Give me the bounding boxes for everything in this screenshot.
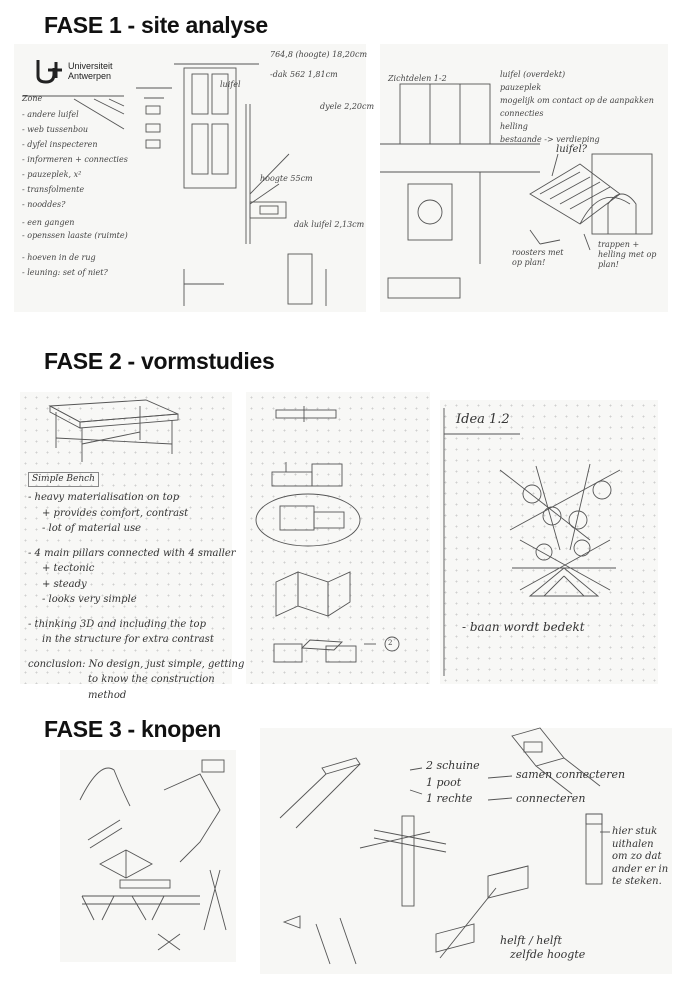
site-notes-mid: 764,8 (hoogte) 18,20cm -dak 562 1,81cm dyele 2,20cm xyxy=(270,50,375,111)
joint-side-note: hier stuk uithalen om zo dat ander er in te steken. xyxy=(612,826,669,887)
sheet1-notes: - heavy materialisation on top + provides comfort, contrast - lot of material use - 4 main pillars connected with 4 smaller + tectonic + steady - looks very simple - thinking 3D and including the top in the structure for extra contrast conclusion: No design, just simple, getting to know the construction method xyxy=(28,492,245,701)
phase1-title: FASE 1 - site analyse xyxy=(44,12,268,38)
height-label: hoogte 55cm xyxy=(260,174,313,183)
site-notes-left: Zone - andere luifel - web tussenbou - dyfel inspecteren - informeren + connecties - pauzeplek, x² - transfolmente - nooddes? - een gangen - openssen laaste (ruimte) - hoeven in de rug - leuning: set of niet? xyxy=(22,94,128,277)
volume-studies-sketch xyxy=(246,392,430,684)
joint-bottom-note: helft / helft zelfde hoogte xyxy=(500,934,586,961)
callout-roosters: roosters met op plan! xyxy=(512,248,564,267)
luifel-label: luifel xyxy=(220,80,241,89)
sheet1-heading: Simple Bench xyxy=(28,472,99,487)
joint-sketch-left xyxy=(60,750,236,962)
site-analysis-sheet-right xyxy=(380,44,668,312)
sheet3-heading: Idea 1.2 xyxy=(456,412,510,427)
form-study-sheet-3 xyxy=(440,400,658,684)
site-analysis-sheet-left xyxy=(14,44,375,312)
form-study-sheet-2 xyxy=(246,392,430,684)
joint-arrow-2: connecteren xyxy=(516,792,586,805)
logo-line1: Universiteit xyxy=(68,61,113,71)
joint-study-sheet-1 xyxy=(60,750,236,962)
idea-sketch xyxy=(440,400,658,684)
sheet-right-heading: Zichtdelen 1-2 xyxy=(388,74,447,83)
sketch-marker: 2 xyxy=(388,639,393,647)
university-logo-icon xyxy=(34,58,64,84)
bench-sketch xyxy=(20,392,232,472)
joint-study-sheet-2 xyxy=(260,728,672,974)
university-logo xyxy=(34,58,113,84)
phase2-title: FASE 2 - vormstudies xyxy=(44,348,275,374)
callout-trappen: trappen + helling met op plan! xyxy=(598,240,657,269)
joint-list: 2 schuine 1 poot 1 rechte xyxy=(426,759,480,805)
phase3-title: FASE 3 - knopen xyxy=(44,716,221,742)
roof-label: dak luifel 2,13cm xyxy=(294,220,365,229)
logo-line2: Antwerpen xyxy=(68,71,112,81)
sheet3-note: - baan wordt bedekt xyxy=(462,620,585,634)
form-study-sheet-1 xyxy=(20,392,245,701)
joint-arrow-1: samen connecteren xyxy=(516,768,626,781)
callout-luifel: luifel? xyxy=(556,144,588,155)
site-notes-right: luifel (overdekt) pauzeplek mogelijk om contact op de aanpakken connecties helling bestaande -> verdieping xyxy=(500,70,654,144)
